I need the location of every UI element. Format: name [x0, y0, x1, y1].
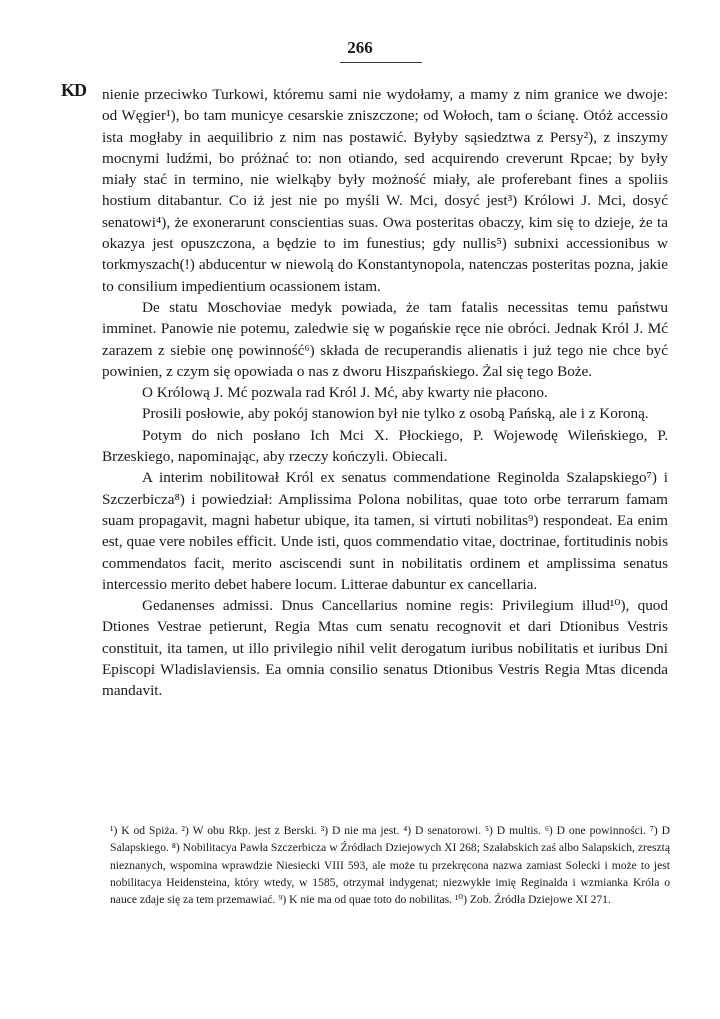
paragraph: A interim nobilitował Król ex senatus commendatione Reginolda Szalapskiego⁷) i Szczerbicza⁸) i powiedział: Amplissima Polona nobilitas, quae toto orbe terrarum famam suam propagavit, magni habetur ubique, ita tamen, si virtuti nobilitas⁹) respondeat. Ea enim est, quae vere nobiles efficit. Unde isti, quos commendatio vitae, doctrinae, fortitudinis nobis commendatos facit, merito asciscendi sunt in nobilitatis ordinem et amplissima senatus intercessio merito debet habere locum. Litterae dabuntur ex cancellaria.: [102, 469, 668, 593]
page-number: 266: [347, 38, 373, 57]
paragraph: O Królową J. Mć pozwala rad Król J. Mć, aby kwarty nie płacono.: [142, 384, 548, 402]
marginal-note: KD: [61, 80, 86, 100]
paragraph: nienie przeciwko Turkowi, któremu sami nie wydołamy, a mamy z nim granice we dwoje: od Węgier¹), bo tam municye cesarskie zniszczone; od Wołoch, tam o ścianę. Otóż accessio ista mogłaby in aequilibrio z nim nas postawić. Byłyby sąsiedztwa z Persy²), z inszymy mocnymi ludźmi, bo próżnać to: non otiando, sed acquirendo creverunt Rpcae; by były miały stać in termino, nie wielkąby były możność miały, ale proferebant fines a spoliis hostium ditabantur. Co iż jest nie po myśli W. Mci, dosyć jest³) Królowi J. Mci, dosyć senatowi⁴), że exonerarunt conscientias suas. Owa posteritas obaczy, kim się to dzieje, że ta okazya jest opuszczona, a będzie to im funestius; gdy nullis⁵) subnixi accessionibus w torkmyszach(!) abducentur w niewolą do Konstantynopola, natenczas posteritas pozna, jakie to consilium impedientium ocassionem istam.: [102, 86, 668, 295]
page-number-rule: [340, 62, 422, 63]
paragraph: Gedanenses admissi. Dnus Cancellarius nomine regis: Privilegium illud¹⁰), quod Dtiones Vestrae petierunt, Regia Mtas cum senatu recognovit et dari Dtionibus Vestris constituit, ita tamen, ut illo privilegio nihil velit derogatum iuribus nobilitatis et iuribus Dni Episcopi Wladislaviensis. Ea omnia consilio senatus Dtionibus Vestris Regia Mtas dicenda mandavit.: [102, 597, 668, 700]
paragraph: De statu Moschoviae medyk powiada, że tam fatalis necessitas temu państwu imminet. Panowie nie potemu, zaledwie się w pogańskie ręce nie obróci. Jednak Król J. Mć zarazem z siebie onę powinność⁶) składa de recuperandis alienatis i już tego nie chce być powinien, z czym się opowiada o nas z dworu Hiszpańskiego. Żal się tego Boże.: [102, 298, 668, 380]
paragraph: Potym do nich posłano Ich Mci X. Płockiego, P. Wojewodę Wileńskiego, P. Brzeskiego, napominając, aby rzeczy kończyli. Obiecali.: [102, 426, 668, 466]
footnotes: [110, 822, 670, 908]
paragraph: Prosili posłowie, aby pokój stanowion był nie tylko z osobą Pańską, ale i z Koroną.: [142, 405, 649, 423]
main-text: [102, 84, 668, 702]
footnote-text: ¹) K od Spiża. ²) W obu Rkp. jest z Berski. ³) D nie ma jest. ⁴) D senatorowi. ⁵) D multis. ⁶) D one powinności. ⁷) D Salapskiego. ⁸) Nobilitacya Pawła Szczerbicza w Źródłach Dziejowych XI 268; Szałabskich zaś albo Salapskich, zresztą nieznanych, wspomina wprawdzie Niesiecki VIII 593, ale może tu przekręcona nazwa zamiast Solecki i może to jest nobilitacya Heidensteina, który wtedy, w 1585, otrzymał indygenat; niezwykłe imię Reginalda i wzmianka Króla o nauce zdaje się za tem przemawiać. ⁹) K nie ma od quae toto do nobilitas. ¹⁰) Zob. Źródła Dziejowe XI 271.: [110, 824, 670, 907]
